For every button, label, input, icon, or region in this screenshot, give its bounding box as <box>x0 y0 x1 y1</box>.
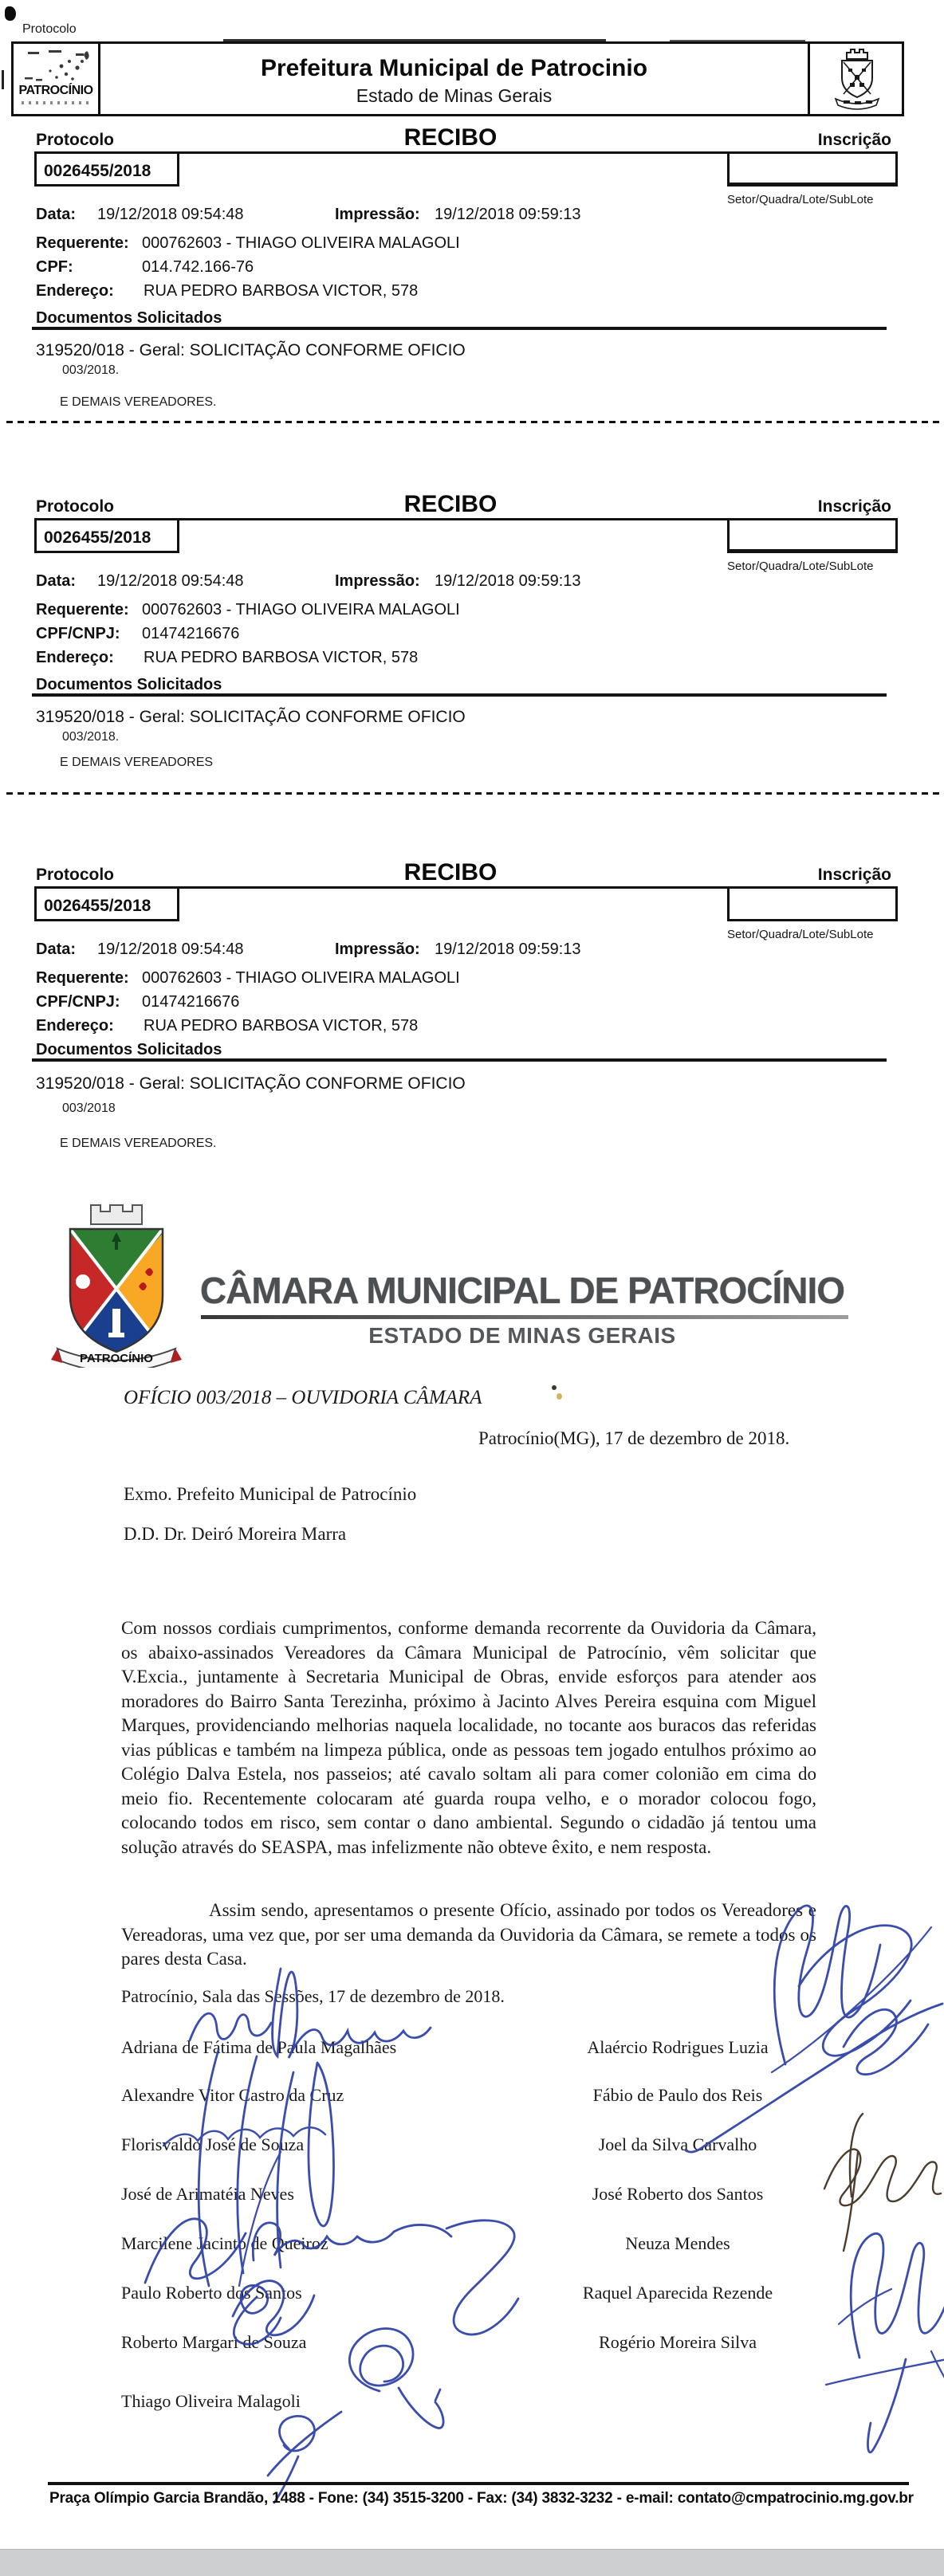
dashed-separator <box>6 792 939 795</box>
place-and-date-line: Patrocínio, Sala das Sessões, 17 de dezembro de 2018. <box>121 1986 505 2006</box>
signature-joel-stem <box>844 2114 863 2251</box>
letter-body-paragraph-2: Assim sendo, apresentamos o presente Ofício, assinado por todos os Vereadores e Vereadoras, uma vez que, por ser uma demanda da Ouvidoria da Câmara, se remete a todos os pares desta Casa. <box>121 1900 816 1969</box>
endereco-label: Endereço: <box>36 282 114 300</box>
impressao-label: Impressão: <box>335 572 420 590</box>
inscricao-box-empty <box>727 518 898 553</box>
docs-rule <box>32 1058 887 1062</box>
prefeitura-header <box>11 41 904 116</box>
requerente-label: Requerente: <box>36 234 129 252</box>
camara-title: CÂMARA MUNICIPAL DE PATROCÍNIO <box>199 1270 845 1311</box>
doc-item: 319520/018 - Geral: SOLICITAÇÃO CONFORME OFICIO <box>36 708 466 726</box>
protocolo-label: Protocolo <box>36 866 114 884</box>
data-label: Data: <box>36 572 77 590</box>
signature-thiago-loops <box>268 2412 341 2503</box>
protocolo-corner-label: Protocolo <box>22 22 77 36</box>
protocolo-number-box: 0026455/2018 <box>34 518 179 553</box>
signatory-name: Adriana de Fátima de Paula Magalhães <box>121 2037 397 2057</box>
recibo-title: RECIBO <box>403 124 498 151</box>
receipt-3 <box>0 859 944 1178</box>
crest-banner-text: PATROCÍNIO <box>80 1352 153 1365</box>
footer-rule <box>48 2482 909 2485</box>
doc-item-extra: E DEMAIS VEREADORES <box>60 756 214 769</box>
signature-neuza-raquel <box>851 2233 944 2358</box>
protocolo-number-box: 0026455/2018 <box>34 151 179 187</box>
scan-bottom-edge <box>0 2549 944 2576</box>
setor-caption: Setor/Quadra/Lote/SubLote <box>727 560 874 573</box>
signatory-name: Florisvaldo José de Souza <box>121 2134 305 2154</box>
inscricao-label: Inscrição <box>817 131 891 149</box>
cpf-label: CPF/CNPJ: <box>36 625 120 642</box>
cpf-label: CPF/CNPJ: <box>36 993 120 1011</box>
doc-item-extra: E DEMAIS VEREADORES. <box>60 395 217 409</box>
scan-speck <box>5 6 16 21</box>
impressao-value: 19/12/2018 09:59:13 <box>435 572 581 590</box>
receipt-1 <box>0 124 944 443</box>
oficio-reference-line: OFÍCIO 003/2018 – OUVIDORIA CÂMARA <box>124 1387 482 1408</box>
setor-caption: Setor/Quadra/Lote/SubLote <box>727 928 874 941</box>
signature-thiago-stem <box>399 2388 443 2428</box>
signatory-name: Thiago Oliveira Malagoli <box>121 2391 301 2411</box>
setor-caption: Setor/Quadra/Lote/SubLote <box>727 193 874 206</box>
impressao-value: 19/12/2018 09:59:13 <box>435 206 581 223</box>
cpf-value: 01474216676 <box>142 625 240 642</box>
inscricao-label: Inscrição <box>817 497 891 516</box>
signature-marcilene-tail <box>446 2221 518 2334</box>
signatory-name: Rogério Moreira Silva <box>599 2332 757 2352</box>
crest-cell <box>808 44 902 114</box>
docs-heading: Documentos Solicitados <box>36 1041 222 1058</box>
requerente-value: 000762603 - THIAGO OLIVEIRA MALAGOLI <box>142 234 460 252</box>
requerente-label: Requerente: <box>36 601 129 618</box>
signature-thiago-flower <box>349 2329 413 2392</box>
doc-item-sub: 003/2018. <box>62 363 120 377</box>
impressao-label: Impressão: <box>335 206 420 223</box>
signature-raquel-descender <box>868 2359 906 2452</box>
signature-raquel-strike <box>826 2351 944 2385</box>
doc-item-extra: E DEMAIS VEREADORES. <box>60 1137 217 1150</box>
camara-subtitle: ESTADO DE MINAS GERAIS <box>368 1323 676 1348</box>
signatory-name: Neuza Mendes <box>625 2233 730 2253</box>
impressao-label: Impressão: <box>335 940 420 958</box>
inscricao-label: Inscrição <box>817 866 891 884</box>
docs-heading: Documentos Solicitados <box>36 309 222 327</box>
doc-item: 319520/018 - Geral: SOLICITAÇÃO CONFORME OFICIO <box>36 1074 466 1093</box>
scan-speck <box>557 1393 562 1400</box>
data-label: Data: <box>36 940 77 958</box>
signatory-name: Joel da Silva Carvalho <box>598 2134 757 2154</box>
scan-edge-mark <box>2 70 4 89</box>
receipt-2 <box>0 491 944 810</box>
signatory-name: Paulo Roberto dos Santos <box>121 2283 302 2303</box>
letter-body-paragraph-1: Com nossos cordiais cumprimentos, conforme demanda recorrente da Ouvidoria da Câmara, os abaixo-assinados Vereadores da Câmara Municipal de Patrocínio, vêm solicitar que V.Excia., juntamente à Secretaria Municipal de Obras, envide esforços para atender aos moradores do Bairro Santa Terezinha, próximo à Jacinto Alves Pereira esquina com Miguel Marques, providenciando melhorias naquela localidade, no tocante aos buracos das referidas vias públicas e também na limpeza pública, onde as pessoas tem jogado entulhos próximo ao Colégio Dalva Estela, nos passeios; até cavalo soltam ali para comer colonião em cima do meio fio. Recentemente colocaram até guarda roupa velho, e o morador colocou fogo, colocando todos em risco, sem contar o dano ambiental. Segundo o cidadão já tentou uma solução através do SEASPA, mas infelizmente não obteve êxito, e nem resposta. <box>121 1618 816 1857</box>
signatory-name: José Roberto dos Santos <box>592 2184 764 2204</box>
signature-left-descender <box>239 2152 281 2286</box>
signature-rogerio-stroke <box>839 2289 944 2391</box>
doc-item-sub: 003/2018. <box>62 730 120 744</box>
signatory-name: José de Arimatéia Neves <box>121 2184 294 2204</box>
signatory-name: Marcilene Jacinto de Queiroz <box>121 2233 328 2253</box>
logo-dots <box>22 101 90 104</box>
endereco-label: Endereço: <box>36 649 114 666</box>
data-value: 19/12/2018 09:54:48 <box>97 940 244 958</box>
protocolo-number-box: 0026455/2018 <box>34 886 179 921</box>
protocolo-label: Protocolo <box>36 497 114 516</box>
requerente-label: Requerente: <box>36 969 129 987</box>
cpf-label: CPF: <box>36 258 73 276</box>
docs-rule <box>32 693 887 697</box>
dashed-separator <box>6 421 939 423</box>
title-underline-bar <box>201 1315 848 1319</box>
signatory-name: Alaércio Rodrigues Luzia <box>587 2037 769 2057</box>
cpf-value: 014.742.166-76 <box>142 258 254 276</box>
signatory-name: Fábio de Paulo dos Reis <box>592 2085 763 2105</box>
endereco-value: RUA PEDRO BARBOSA VICTOR, 578 <box>144 1017 419 1035</box>
endereco-value: RUA PEDRO BARBOSA VICTOR, 578 <box>144 282 419 300</box>
addressee-line-1: Exmo. Prefeito Municipal de Patrocínio <box>124 1484 417 1504</box>
signatory-name: Roberto Margari de Souza <box>121 2332 307 2352</box>
docs-rule <box>32 327 887 330</box>
logo-wordmark: PATROCÍNIO <box>18 84 93 97</box>
addressee-line-2: D.D. Dr. Deiró Moreira Marra <box>124 1524 347 1544</box>
data-label: Data: <box>36 206 77 223</box>
scan-speck <box>552 1385 557 1390</box>
endereco-label: Endereço: <box>36 1017 114 1035</box>
docs-heading: Documentos Solicitados <box>36 676 222 693</box>
signatory-name: Alexandre Vitor Castro da Cruz <box>121 2085 344 2105</box>
coat-of-arms-bw-icon <box>824 45 888 110</box>
prefeitura-logo <box>14 44 100 114</box>
cpf-value: 01474216676 <box>142 993 240 1011</box>
doc-item: 319520/018 - Geral: SOLICITAÇÃO CONFORME OFICIO <box>36 341 466 359</box>
data-value: 19/12/2018 09:54:48 <box>97 206 244 223</box>
camara-coat-of-arms <box>46 1192 187 1368</box>
recibo-title: RECIBO <box>403 491 498 517</box>
doc-item-sub: 003/2018 <box>62 1101 116 1115</box>
recibo-title: RECIBO <box>403 859 498 886</box>
footer-address-line: Praça Olímpio Garcia Brandão, 1488 - Fone: (34) 3515-3200 - Fax: (34) 3832-3232 - e-mail: contato@cmpatrocinio.mg.gov.br <box>49 2490 914 2507</box>
endereco-value: RUA PEDRO BARBOSA VICTOR, 578 <box>144 649 419 666</box>
protocolo-label: Protocolo <box>36 131 114 149</box>
crest-crown <box>91 1205 142 1224</box>
letter-date-line: Patrocínio(MG), 17 de dezembro de 2018. <box>478 1428 790 1448</box>
impressao-value: 19/12/2018 09:59:13 <box>435 940 581 958</box>
requerente-value: 000762603 - THIAGO OLIVEIRA MALAGOLI <box>142 969 460 987</box>
inscricao-box-empty <box>727 151 898 187</box>
inscricao-box-empty <box>727 886 898 921</box>
requerente-value: 000762603 - THIAGO OLIVEIRA MALAGOLI <box>142 601 460 618</box>
signature-fabio <box>686 2004 942 2152</box>
signatory-name: Raquel Aparecida Rezende <box>582 2283 773 2303</box>
prefeitura-title: Prefeitura Municipal de Patrocinio <box>260 55 648 81</box>
data-value: 19/12/2018 09:54:48 <box>97 572 244 590</box>
prefeitura-subtitle: Estado de Minas Gerais <box>356 85 553 106</box>
